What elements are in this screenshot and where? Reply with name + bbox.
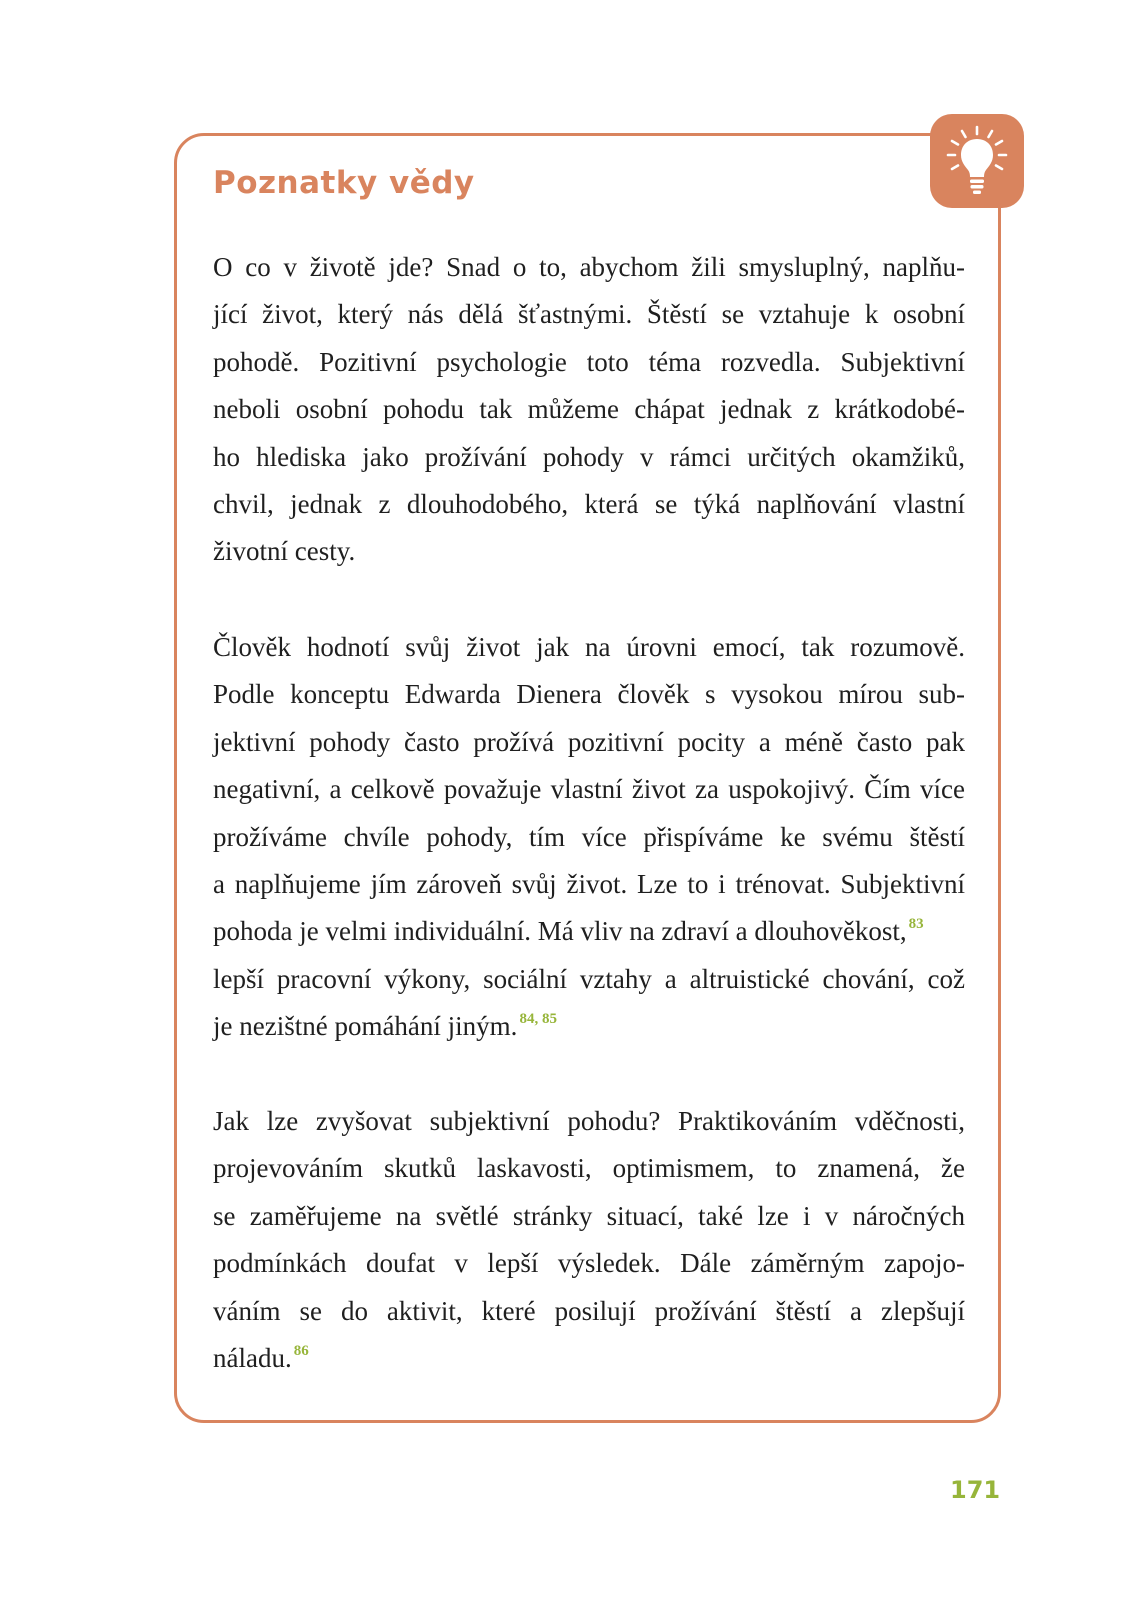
text-line: Člověk hodnotí svůj život jak na úrovni emocí, tak rozumově. <box>213 632 965 662</box>
text-line-content: je nezištné pomáhání jiným. <box>213 1011 518 1042</box>
text-line: neboli osobní pohodu tak můžeme chápat jednak z krátkodobé- <box>213 394 965 425</box>
paragraph-1 <box>213 244 965 576</box>
paragraph-3 <box>213 1098 965 1382</box>
text-line: prožíváme chvíle pohody, tím více přispíváme ke svému štěstí <box>213 821 965 852</box>
text-line: chvil, jednak z dlouhodobého, která se týká naplňování vlastní <box>213 489 965 520</box>
text-line <box>213 1003 965 1050</box>
text-line: projevováním skutků laskavosti, optimismem, to znamená, že <box>213 1153 965 1184</box>
text-line-content: pohoda je velmi individuální. Má vliv na zdraví a dlouhověkost, <box>213 916 907 947</box>
text-line: váním se do aktivit, které posilují prožívání štěstí a zlepšují <box>213 1295 965 1326</box>
text-line: se zaměřujeme na světlé stránky situací, také lze i v náročných <box>213 1200 965 1231</box>
text-line: pohodě. Pozitivní psychologie toto téma rozvedla. Subjektivní <box>213 346 965 377</box>
text-line: Podle konceptu Edwarda Dienera člověk s vysokou mírou sub- <box>213 679 965 710</box>
text-line: negativní, a celkově považuje vlastní život za uspokojivý. Čím více <box>213 774 965 805</box>
box-title: Poznatky vědy <box>213 165 475 201</box>
text-line: Jak lze zvyšovat subjektivní pohodu? Praktikováním vděčnosti, <box>213 1106 965 1136</box>
text-line <box>213 908 965 955</box>
text-line: podmínkách doufat v lepší výsledek. Dále záměrným zapojo- <box>213 1248 965 1279</box>
lightbulb-badge <box>930 114 1024 208</box>
footnote-ref[interactable]: 86 <box>293 1343 309 1360</box>
text-line: jektivní pohody často prožívá pozitivní pocity a méně často pak <box>213 726 965 757</box>
text-line: jící život, který nás dělá šťastnými. Štěstí se vztahuje k osobní <box>213 299 965 330</box>
text-line: O co v životě jde? Snad o to, abychom žili smysluplný, naplňu- <box>213 252 965 282</box>
text-line <box>213 1335 965 1382</box>
text-line: a naplňujeme jím zároveň svůj život. Lze to i trénovat. Subjektivní <box>213 869 965 900</box>
text-line: ho hlediska jako prožívání pohody v rámci určitých okamžiků, <box>213 441 965 472</box>
text-line: životní cesty. <box>213 536 356 567</box>
footnote-ref[interactable]: 83 <box>908 916 924 933</box>
page-number: 171 <box>950 1476 1001 1504</box>
text-line-content: náladu. <box>213 1343 292 1374</box>
lightbulb-icon <box>942 124 1012 198</box>
paragraph-2 <box>213 624 965 1051</box>
footnote-ref[interactable]: 84, 85 <box>519 1011 557 1028</box>
text-line: lepší pracovní výkony, sociální vztahy a altruistické chování, což <box>213 963 965 994</box>
